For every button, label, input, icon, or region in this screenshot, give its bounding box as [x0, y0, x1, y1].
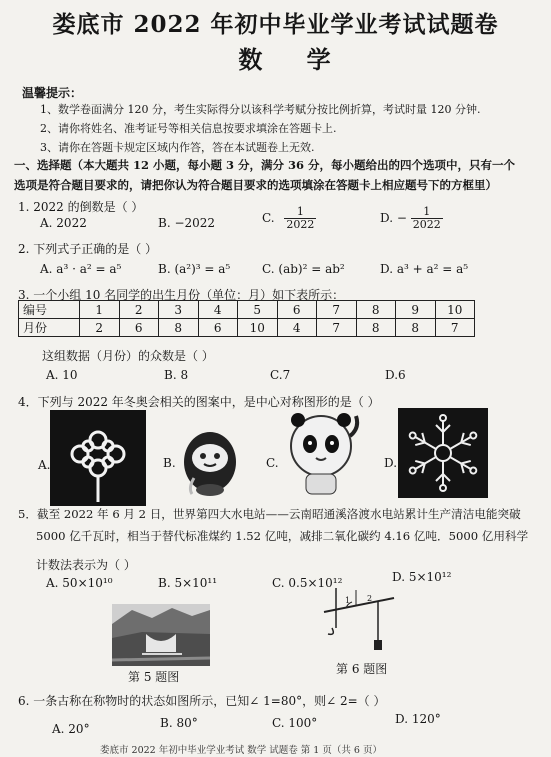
- table-cell: 8: [396, 319, 436, 337]
- q3-option-b: B. 8: [164, 368, 189, 382]
- table-header-cell: 编号: [19, 301, 80, 319]
- q5-line1: 5．截至 2022 年 6 月 2 日，世界第四大水电站——云南昭通溪洛渡水电站累计生产清洁电能突破: [18, 507, 521, 521]
- q5-line2: 5000 亿千瓦时，相当于替代标准煤约 1.52 亿吨，减排二氧化碳约 4.16 亿吨．5000 亿用科学: [36, 529, 529, 543]
- fig6-caption: 第 6 题图: [336, 662, 388, 676]
- fraction-numerator: 1: [284, 206, 316, 219]
- tips-title: 温馨提示：: [22, 86, 83, 100]
- fraction-denominator: 2022: [286, 218, 315, 231]
- q2-stem: 2. 下列式子正确的是（ ）: [18, 242, 158, 256]
- fraction-numerator: 1: [411, 206, 443, 219]
- fig5-caption: 第 5 题图: [128, 670, 180, 684]
- q5-option-b: B. 5×10¹¹: [158, 576, 218, 590]
- table-row: [19, 301, 475, 319]
- winter-olympics-emblem-image: [50, 410, 146, 506]
- q6-option-a: A. 20°: [52, 722, 90, 736]
- q4-option-a: A.: [38, 458, 51, 472]
- table-cell: 7: [317, 301, 357, 319]
- table-cell: 6: [277, 301, 317, 319]
- table-cell: 8: [356, 319, 396, 337]
- steelyard-balance-diagram: [318, 588, 398, 658]
- exam-title: 娄底市 2022 年初中毕业学业考试试题卷: [52, 11, 499, 38]
- q1-option-d: [380, 206, 443, 231]
- hydropower-station-photo: [112, 604, 210, 666]
- q1-option-c: [262, 206, 316, 231]
- angle-2-label: 2: [367, 594, 373, 603]
- table-cell: 5: [238, 301, 278, 319]
- table-cell: 2: [80, 319, 120, 337]
- q5-option-a: A. 50×10¹⁰: [46, 576, 113, 590]
- table-row: [19, 319, 475, 337]
- table-cell: 8: [356, 301, 396, 319]
- table-cell: 10: [238, 319, 278, 337]
- page-footer: 娄底市 2022 年初中毕业学业考试 数学 试题卷 第 1 页（共 6 页）: [100, 745, 382, 756]
- tip-item: 2、请你将姓名、准考证号等相关信息按要求填涂在答题卡上.: [40, 122, 337, 135]
- q3-option-c: C.7: [270, 368, 291, 382]
- tip-item: 1、数学卷面满分 120 分，考生实际得分以该科学考赋分按比例折算，考试时量 120 分钟.: [40, 103, 481, 116]
- fraction: [411, 206, 443, 231]
- table-cell: 4: [277, 319, 317, 337]
- q2-option-a: A. a³ · a² = a⁵: [40, 262, 122, 276]
- q1-option-d-label: D. −: [380, 211, 407, 225]
- q2-option-d: D. a³ + a² = a⁵: [380, 262, 469, 276]
- q2-option-b: B. (a²)³ = a⁵: [158, 262, 231, 276]
- q4-option-b: B.: [163, 456, 176, 470]
- q4-stem: 4．下列与 2022 年冬奥会相关的图案中，是中心对称图形的是（ ）: [18, 395, 380, 409]
- q1-stem: 1. 2022 的倒数是（ ）: [18, 200, 144, 214]
- table-cell: 8: [159, 319, 199, 337]
- q3-question: 这组数据（月份）的众数是（ ）: [42, 349, 214, 363]
- table-header-cell: 月份: [19, 319, 80, 337]
- table-cell: 2: [119, 301, 159, 319]
- subject-title: 数 学: [238, 45, 349, 74]
- tip-item: 3、请你在答题卡规定区域内作答，答在本试题卷上无效.: [40, 141, 315, 154]
- fraction-denominator: 2022: [412, 218, 441, 231]
- q1-option-b: B. −2022: [158, 216, 216, 230]
- fraction: [284, 206, 316, 231]
- section-heading-cont: 选项是符合题目要求的，请把你认为符合题目要求的选项填涂在答题卡上相应题号下的方框里）: [14, 178, 497, 192]
- q3-option-d: D.6: [385, 368, 406, 382]
- q2-option-c: C. (ab)² = ab²: [262, 262, 345, 276]
- q1-option-a: A. 2022: [40, 216, 87, 230]
- q4-option-c: C.: [266, 456, 279, 470]
- table-cell: 4: [198, 301, 238, 319]
- table-cell: 6: [198, 319, 238, 337]
- table-cell: 10: [435, 301, 475, 319]
- q6-stem: 6. 一条古称在称物时的状态如图所示，已知∠ 1=80°，则∠ 2=（ ）: [18, 694, 386, 708]
- q3-option-a: A. 10: [46, 368, 78, 382]
- table-cell: 3: [159, 301, 199, 319]
- q6-option-d: D. 120°: [395, 712, 441, 726]
- section-heading: 一、选择题（本大题共 12 小题，每小题 3 分，满分 36 分，每小题给出的四个选项中，只有一个: [14, 158, 516, 172]
- table-cell: 6: [119, 319, 159, 337]
- angle-1-label: 1: [345, 596, 351, 605]
- q6-option-b: B. 80°: [160, 716, 198, 730]
- table-cell: 9: [396, 301, 436, 319]
- snowflake-emblem-image: [398, 408, 488, 498]
- q5-line3: 计数法表示为（ ）: [36, 558, 136, 572]
- table-cell: 7: [317, 319, 357, 337]
- table-cell: 7: [435, 319, 475, 337]
- q5-option-d: D. 5×10¹²: [392, 570, 452, 584]
- mascot-shuey-rhon-rhon-image: [174, 418, 246, 500]
- q6-option-c: C. 100°: [272, 716, 318, 730]
- birth-month-table: [18, 300, 475, 337]
- q3-stem: 3. 一个小组 10 名同学的出生月份（单位：月）如下表所示：: [18, 288, 345, 302]
- mascot-bing-dwen-dwen-image: [280, 406, 362, 498]
- q5-option-c: C. 0.5×10¹²: [272, 576, 343, 590]
- q1-option-c-label: C.: [262, 211, 275, 225]
- table-cell: 1: [80, 301, 120, 319]
- q4-option-d: D.: [384, 456, 398, 470]
